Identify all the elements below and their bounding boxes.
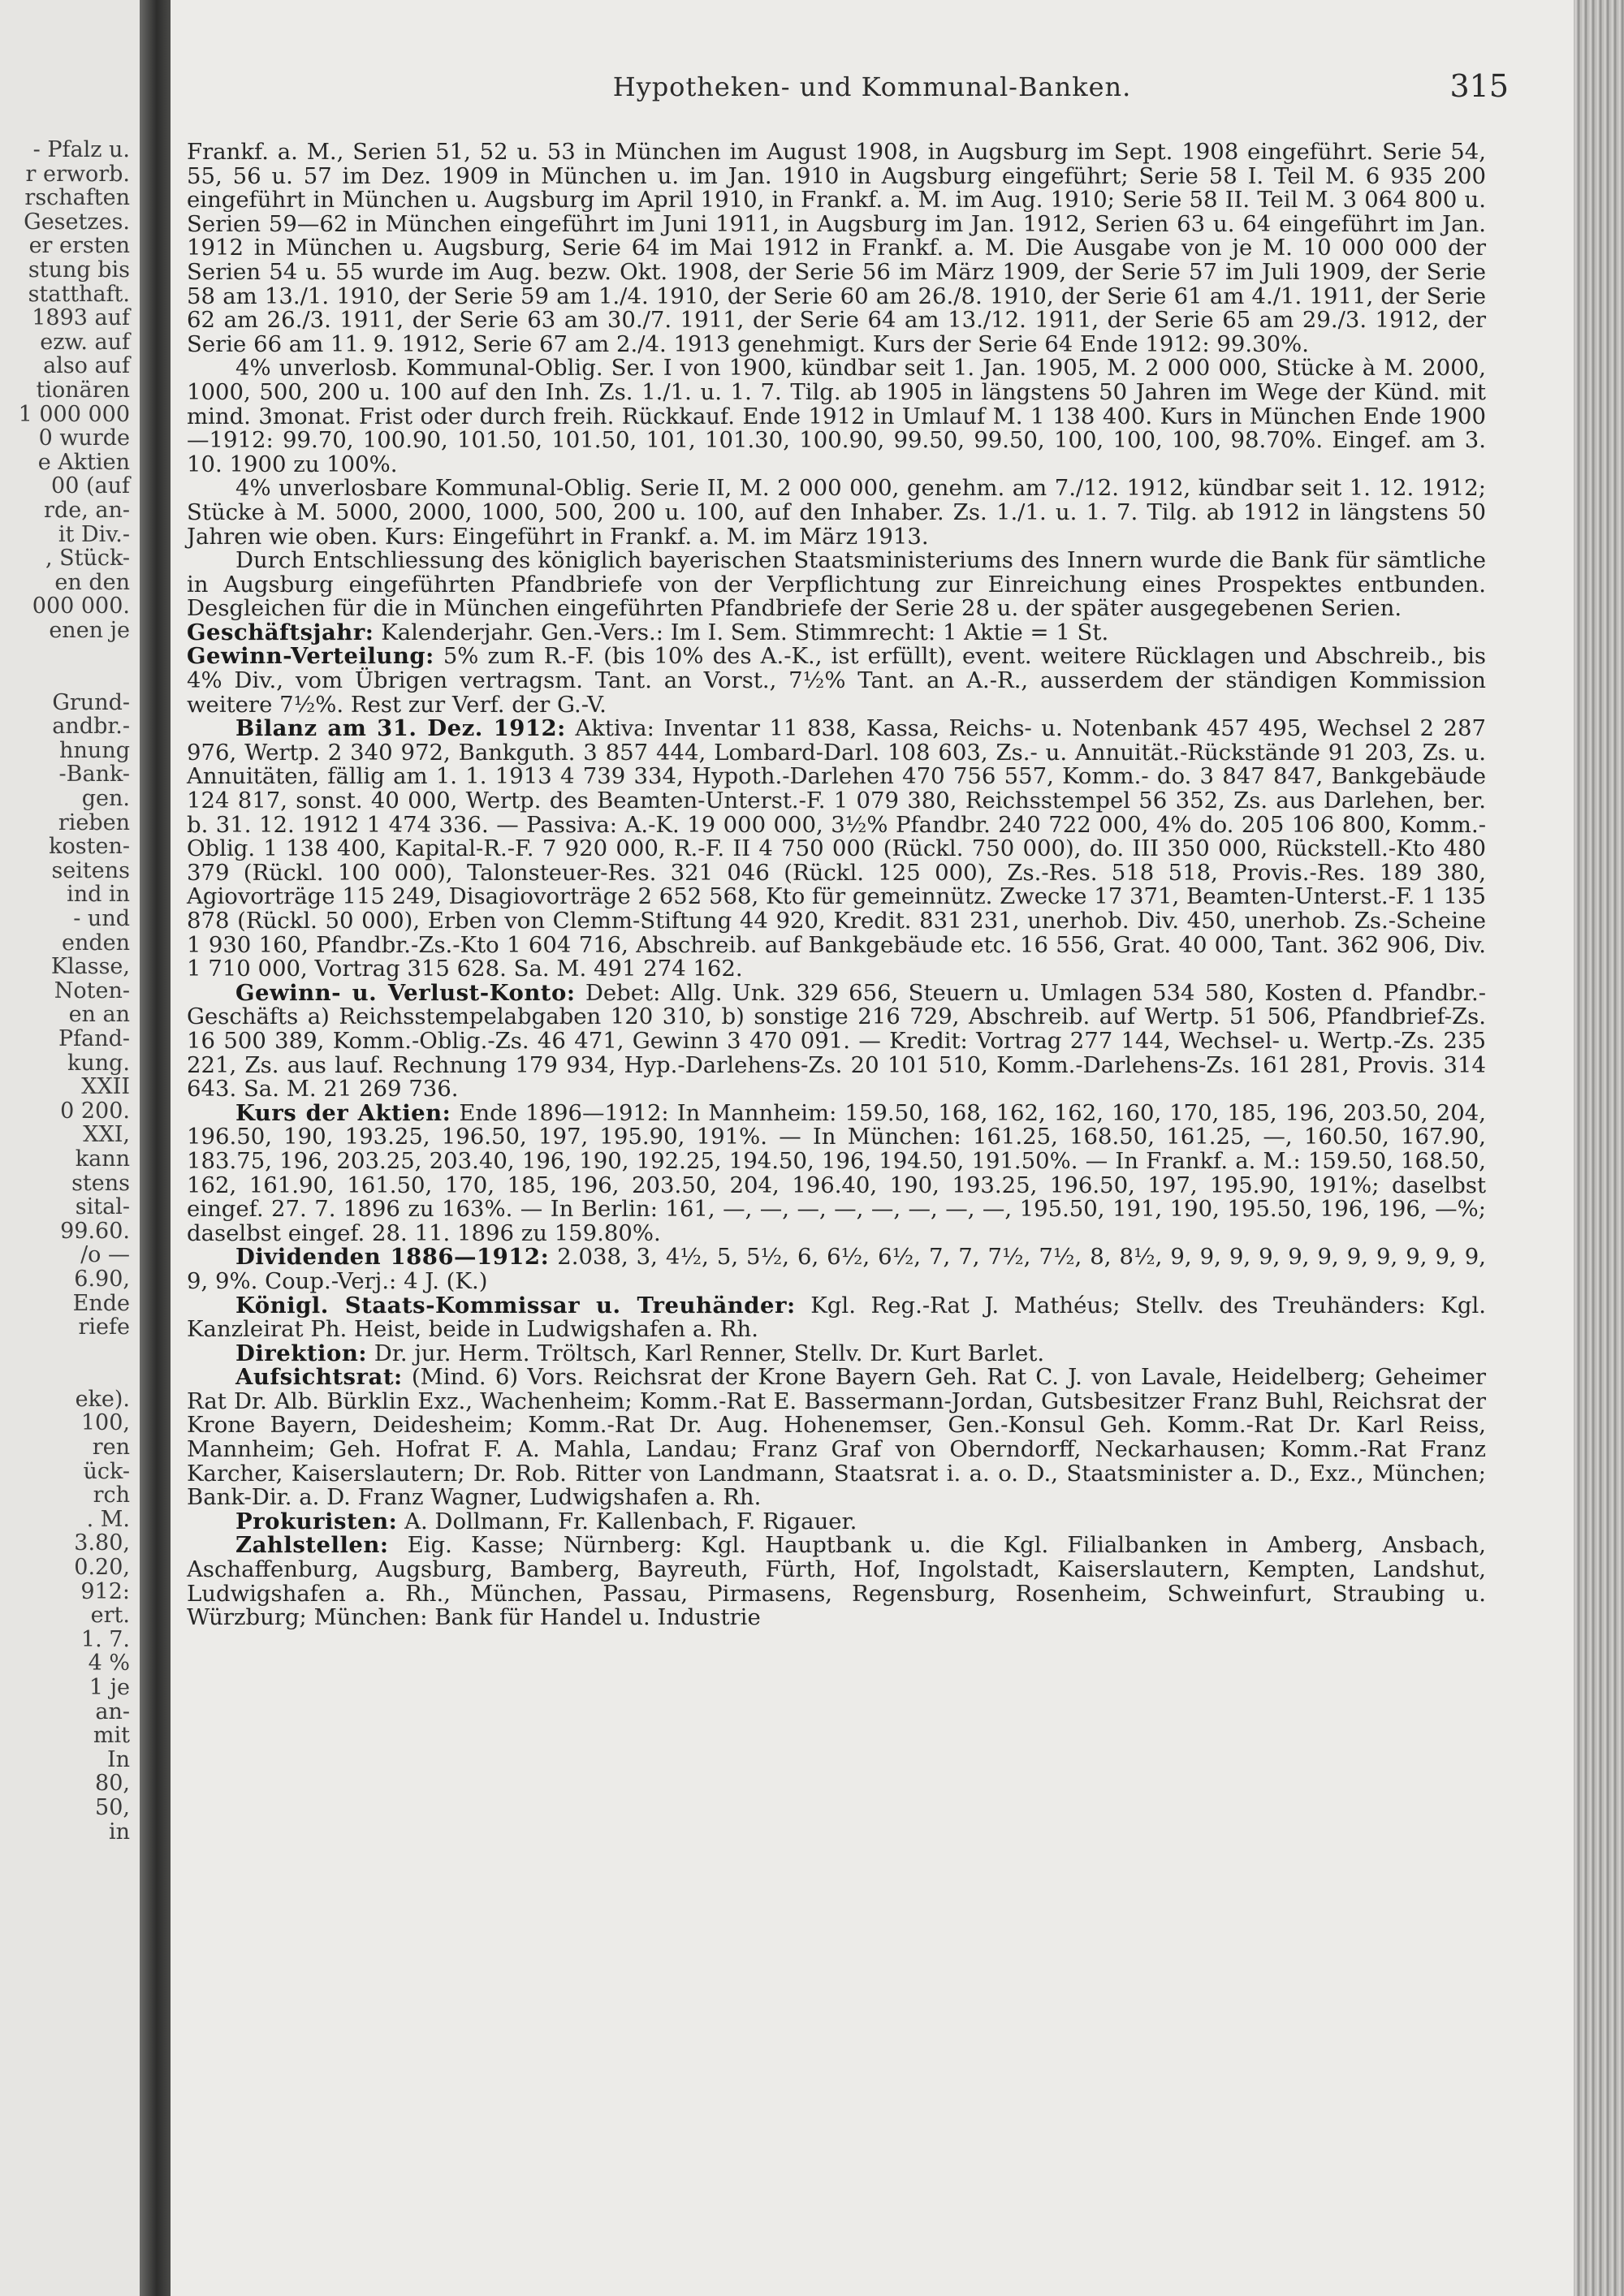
left-page-line: - und (73, 906, 130, 931)
section-heading: Direktion: (235, 1340, 367, 1366)
paragraph-kurs-aktien (187, 1099, 1487, 1246)
section-heading: Bilanz am 31. Dez. 1912: (235, 715, 566, 742)
paragraph-text: Aktiva: Inventar 11 838, Kassa, Reichs- u. Notenbank 457 495, Wechsel 2 287 976, Wertp. 2 340 972, Bankguth. 3 857 444, Lombard-Darl. 108 603, Zs.- u. Annuität.-Rückstände 91 203, Zs. u. Annuitäten, fällig am 1. 1. 1913 4 739 334, Hypoth.-Darlehen 470 756 557, Komm.- do. 3 847 847, Bankgebäude 124 817, sonst. 40 000, Wertp. des Beamten-Unterst.-F. 1 079 380, Reichsstempel 56 352, Zs. aus Darlehen, ber. b. 31. 12. 1912 1 474 336. — Passiva: A.-K. 19 000 000, 3½% Pfandbr. 240 722 000, 4% do. 205 106 800, Komm.-Oblig. 1 138 400, Kapital-R.-F. 7 920 000, R.-F. II 4 750 000 (Rückl. 750 000), do. III 350 000, Rückstell.-Kto 480 379 (Rückl. 100 000), Talonsteuer-Res. 321 046 (Rückl. 125 000), Zs.-Res. 518 518, Provis.-Res. 189 380, Agiovorträge 115 249, Disagiovorträge 2 652 568, Kto für gemeinnütz. Zwecke 17 371, Beamten-Unterst.-F. 1 135 878 (Rückl. 50 000), Erben von Clemm-Stiftung 44 920, Kredit. 831 231, unerhob. Div. 450, unerhob. Zs.-Scheine 1 930 160, Pfandbr.-Zs.-Kto 1 604 716, Abschreib. auf Bankgebäude etc. 16 556, Grat. 40 000, Tant. 362 906, Div. 1 710 000, Vortrag 315 628. Sa. M. 491 274 162. (187, 715, 1486, 982)
left-page-line: rch (93, 1482, 130, 1508)
book-gutter (140, 0, 171, 2296)
left-page-line: mit (93, 1723, 130, 1749)
left-page-line: Gesetzes. (24, 209, 130, 235)
paragraph-serien (187, 140, 1486, 356)
left-page-line: 1 je (89, 1675, 130, 1700)
book-page (171, 0, 1574, 2296)
left-page-line: gen. (81, 786, 130, 812)
section-heading: Kurs der Aktien: (235, 1099, 451, 1126)
section-heading: Geschäftsjahr: (187, 619, 374, 645)
paragraph-text: 5% zum R.-F. (bis 10% des A.-K., ist erfüllt), event. weitere Rücklagen und Abschreib., bis 4% Div., vom Übrigen vertragsm. Tant. an Vorst., 7½% Tant. an A.-R., ausserdem der ständigen Kommission weitere 7½%. Rest zur Verf. der G.-V. (187, 643, 1486, 718)
left-page-line: er ersten (28, 233, 130, 259)
left-page-line: 1 000 000 (18, 401, 130, 427)
left-page-line (8, 1363, 130, 1388)
left-page-line: in (108, 1819, 130, 1845)
left-page-line: 6.90, (74, 1266, 130, 1292)
left-page-line: statthaft. (28, 281, 130, 307)
left-page-line: enen je (49, 617, 130, 643)
left-page-line: /o — (80, 1242, 130, 1268)
running-title: Hypotheken- und Kommunal-Banken. (612, 71, 1132, 102)
left-page-line: an- (95, 1698, 130, 1724)
paragraph-text: Dr. jur. Herm. Tröltsch, Karl Renner, Stellv. Dr. Kurt Barlet. (374, 1340, 1045, 1366)
left-page-line: 100, (80, 1410, 130, 1436)
section-heading: Dividenden 1886—1912: (235, 1244, 550, 1271)
left-page-line: riefe (78, 1314, 130, 1340)
paragraph-text: Durch Entschliessung des königlich bayerischen Staatsministeriums des Innern wurde die Bank für sämtliche in Augsburg eingeführten Pfandbriefe von der Verpflichtung zur Einreichung eines Prospektes entbunden. Desgleichen für die in München eingeführten Pfandbriefe der Serie 28 u. der später ausgegebenen Serien. (187, 547, 1486, 622)
paragraph-kommunal-oblig-ser-2 (187, 477, 1486, 549)
left-page-line: rde, an- (44, 497, 130, 523)
left-page-line: seitens (51, 857, 130, 883)
left-page-line: 3.80, (74, 1530, 130, 1556)
left-page-line: en an (68, 1002, 130, 1028)
left-page-line: . M. (86, 1506, 130, 1532)
left-page-text-column (8, 138, 130, 1844)
paragraph-text: 4% unverlosb. Kommunal-Oblig. Ser. I von 1900, kündbar seit 1. Jan. 1905, M. 2 000 000, Stücke à M. 2000, 1000, 500, 200 u. 100 auf den Inh. Zs. 1./1. u. 1. 7. Tilg. ab 1905 in längstens 50 Jahren im Wege der Künd. mit mind. 3monat. Frist oder durch freih. Rückkauf. Ende 1912 in Umlauf M. 1 138 400. Kurs in München Ende 1900—1912: 99.70, 100.90, 101.50, 101.50, 101, 101.30, 100.90, 99.50, 99.50, 100, 100, 100, 98.70%. Eingef. am 3. 10. 1900 zu 100%. (187, 355, 1486, 477)
left-page-line: , Stück- (45, 546, 130, 572)
left-page-line (8, 642, 130, 667)
left-page-line: Ende (72, 1290, 130, 1316)
left-page-line: 0.20, (74, 1555, 130, 1581)
left-page-line: ück- (83, 1458, 130, 1484)
paragraph-text: A. Dollmann, Fr. Kallenbach, F. Rigauer. (404, 1508, 857, 1534)
left-page-line: stens (71, 1170, 130, 1196)
section-heading: Prokuristen: (235, 1508, 398, 1534)
paragraph-text: Kgl. Reg.-Rat J. Mathéus; Stellv. des Treuhänders: Kgl. Kanzleirat Ph. Heist, beide in Ludwigshafen a. Rh. (187, 1292, 1486, 1343)
left-page-line: andbr.- (52, 714, 130, 740)
left-page-line: tionären (36, 377, 130, 403)
paragraph-gewinn-verlust (187, 979, 1486, 1103)
paragraph-text: Ende 1896—1912: In Mannheim: 159.50, 168, 162, 162, 160, 170, 185, 196, 203.50, 204, 196.50, 190, 193.25, 196.50, 197, 195.90, 191%. — In München: 161.25, 168.50, 161.25, —, 160.50, 167.90, 183.75, 196, 203.25, 203.40, 196, 190, 192.25, 194.50, 196, 194.50, 191.50%. — In Frankf. a. M.: 159.50, 168.50, 162, 161.90, 161.50, 170, 185, 196, 203.50, 204, 196.40, 190, 193.25, 196.50, 197, 195.90, 191%; daselbst eingef. 27. 7. 1896 zu 163%. — In Berlin: 161, —, —, —, —, —, —, —, —, 195.50, 191, 190, 195.50, 196, 196, —%; daselbst eingef. 28. 11. 1896 zu 159.80%. (187, 1099, 1487, 1246)
paragraph-kommunal-oblig-ser-1 (187, 356, 1486, 477)
left-page-line: Grund- (52, 689, 130, 715)
paragraph-zahlstellen (187, 1534, 1486, 1629)
left-page-line: 0 wurde (38, 425, 130, 451)
left-page-line: kosten- (49, 834, 130, 860)
left-page-line: sital- (75, 1194, 130, 1220)
paragraph-text: Debet: Allg. Unk. 329 656, Steuern u. Umlagen 534 580, Kosten d. Pfandbr.-Geschäfts a) Reichsstempelabgaben 120 310, b) sonstige 216 729, Abschreib. auf Wertp. 51 506, Pfandbrief-Zs. 16 500 389, Komm.-Oblig.-Zs. 46 471, Gewinn 3 470 091. — Kredit: Vortrag 277 144, Wechsel- u. Wertp.-Zs. 235 221, Zs. aus lauf. Rechnung 179 934, Hyp.-Darlehens-Zs. 20 101 510, Komm.-Darlehens-Zs. 161 281, Provis. 314 643. Sa. M. 21 269 736. (187, 979, 1486, 1103)
left-page-line: 50, (95, 1794, 130, 1820)
left-page-line: 4 % (88, 1651, 130, 1677)
left-page-line: enden (61, 930, 130, 956)
paragraph-text: Kalenderjahr. Gen.-Vers.: Im I. Sem. Stimmrecht: 1 Aktie = 1 St. (381, 619, 1109, 645)
paragraph-text: Frankf. a. M., Serien 51, 52 u. 53 in München im August 1908, in Augsburg im Sept. 1908 eingeführt. Serie 54, 55, 56 u. 57 im Dez. 1909 in München u. im Jan. 1910 in Augsburg eingeführt; Serie 58 I. Teil M. 6 935 200 eingeführt in München u. Augsburg im April 1910, in Frankf. a. M. im Aug. 1910; Serie 58 II. Teil M. 3 064 800 u. Serien 59—62 in München eingeführt im Juni 1911, in Augsburg im Jan. 1912, Serien 63 u. 64 eingeführt im Jan. 1912 in München u. Augsburg, Serie 64 im Mai 1912 in Frankf. a. M. Die Ausgabe von je M. 10 000 000 der Serien 54 u. 55 wurde im Aug. bezw. Okt. 1908, der Serie 56 im März 1909, der Serie 57 im Juli 1909, der Serie 58 am 13./1. 1910, der Serie 59 am 1./4. 1910, der Serie 60 am 26./8. 1910, der Serie 61 am 4./1. 1911, der Serie 62 am 26./3. 1911, der Serie 63 am 30./7. 1911, der Serie 64 am 13./12. 1911, der Serie 65 am 29./3. 1912, der Serie 66 am 11. 9. 1912, Serie 67 am 2./4. 1913 genehmigt. Kurs der Serie 64 Ende 1912: 99.30%. (187, 139, 1486, 357)
section-heading: Aufsichtsrat: (235, 1364, 403, 1391)
left-page-line: it Div.- (58, 521, 130, 547)
left-page-line: -Bank- (58, 762, 130, 788)
left-page-line: 000 000. (32, 593, 130, 619)
left-page-line: kung. (67, 1050, 130, 1076)
left-page-line: rschaften (24, 185, 130, 211)
left-page-line: en den (54, 569, 130, 595)
left-page-line: kann (75, 1146, 130, 1172)
paragraph-dividenden (187, 1245, 1486, 1293)
left-page-line: 80, (95, 1771, 130, 1797)
left-page-line: XXI, (83, 1122, 130, 1148)
left-page-line: stung bis (28, 257, 130, 283)
left-page-line: ren (92, 1435, 130, 1461)
left-page-line: ind in (67, 882, 130, 908)
left-page-line: 99.60. (60, 1218, 130, 1244)
left-page-line: rieben (58, 809, 130, 835)
paragraph-gewinn-verteilung (187, 645, 1486, 717)
left-page-line: r erworb. (25, 161, 130, 187)
paragraph-text: Eig. Kasse; Nürnberg: Kgl. Hauptbank u. die Kgl. Filialbanken in Amberg, Ansbach, Aschaffenburg, Augsburg, Bamberg, Bayreuth, Fürth, Hof, Ingolstadt, Kaiserslautern, Kempten, Landshut, Ludwigshafen a. Rh., München, Passau, Pirmasens, Regensburg, Rosenheim, Schweinfurt, Straubing u. Würzburg; München: Bank für Handel u. Industrie (187, 1532, 1486, 1631)
page-stack-edge (1574, 0, 1624, 2296)
left-page-line (8, 1340, 130, 1364)
left-page-line: e Aktien (37, 449, 130, 475)
left-page-line: Pfand- (58, 1025, 130, 1051)
left-page-fragment (0, 0, 140, 2296)
left-page-line: 00 (auf (51, 473, 130, 499)
paragraph-text: 2.038, 3, 4½, 5, 5½, 6, 6½, 6½, 7, 7, 7½, 7½, 8, 8½, 9, 9, 9, 9, 9, 9, 9, 9, 9, 9, 9, 9, 9%. Coup.-Verj.: 4 J. (K.) (187, 1244, 1486, 1294)
paragraph-staats-kommissar (187, 1294, 1486, 1342)
left-page-line: eke). (75, 1386, 130, 1412)
left-page-line (8, 667, 130, 691)
section-heading: Gewinn-Verteilung: (187, 643, 434, 670)
left-page-line: Klasse, (50, 954, 130, 980)
paragraph-entschliessung (187, 549, 1486, 621)
body-text (187, 140, 1486, 1630)
left-page-line: In (106, 1746, 130, 1772)
section-heading: Gewinn- u. Verlust-Konto: (235, 979, 576, 1006)
paragraph-aufsichtsrat (187, 1366, 1486, 1510)
paragraph-bilanz (187, 717, 1486, 982)
left-page-line: ezw. auf (40, 329, 130, 355)
left-page-line: XXII (81, 1074, 130, 1100)
page-header (171, 68, 1574, 112)
paragraph-text: (Mind. 6) Vors. Reichsrat der Krone Bayern Geh. Rat C. J. von Lavale, Heidelberg; Geheimer Rat Dr. Alb. Bürklin Exz., Wachenheim; Komm.-Rat E. Bassermann-Jordan, Gutsbesitzer Franz Buhl, Reichsrat der Krone Bayern, Deidesheim; Komm.-Rat Dr. Aug. Hohenemser, Gen.-Konsul Geh. Komm.-Rat Dr. Karl Reiss, Mannheim; Geh. Hofrat F. A. Mahla, Landau; Franz Graf von Oberndorff, Neckarhausen; Komm.-Rat Franz Karcher, Kaiserslautern; Dr. Rob. Ritter von Landmann, Staatsrat i. a. o. D., Staatsminister a. D., Exz., München; Bank-Dir. a. D. Franz Wagner, Ludwigshafen a. Rh. (187, 1364, 1487, 1511)
section-heading: Königl. Staats-Kommissar u. Treuhänder: (235, 1292, 796, 1318)
left-page-line: 1. 7. (80, 1626, 130, 1652)
left-page-line: 912: (80, 1578, 130, 1604)
left-page-line: 0 200. (60, 1098, 130, 1124)
left-page-line: 1893 auf (32, 305, 130, 331)
paragraph-text: 4% unverlosbare Kommunal-Oblig. Serie II, M. 2 000 000, genehm. am 7./12. 1912, kündbar seit 1. 12. 1912; Stücke à M. 5000, 2000, 1000, 500, 200 u. 100, auf den Inhaber. Zs. 1./1. u. 1. 7. Tilg. ab 1912 in längstens 50 Jahren wie oben. Kurs: Eingeführt in Frankf. a. M. im März 1913. (187, 475, 1486, 550)
left-page-line: Noten- (54, 978, 130, 1003)
left-page-line: hnung (59, 737, 130, 763)
paragraph-direktion (187, 1342, 1486, 1366)
left-page-line: ert. (90, 1603, 130, 1629)
paragraph-geschaeftsjahr (187, 621, 1486, 645)
paragraph-prokuristen (187, 1510, 1486, 1534)
left-page-line: also auf (43, 353, 130, 379)
left-page-line: - Pfalz u. (32, 137, 130, 162)
page-number: 315 (1449, 68, 1509, 104)
section-heading: Zahlstellen: (235, 1532, 389, 1559)
